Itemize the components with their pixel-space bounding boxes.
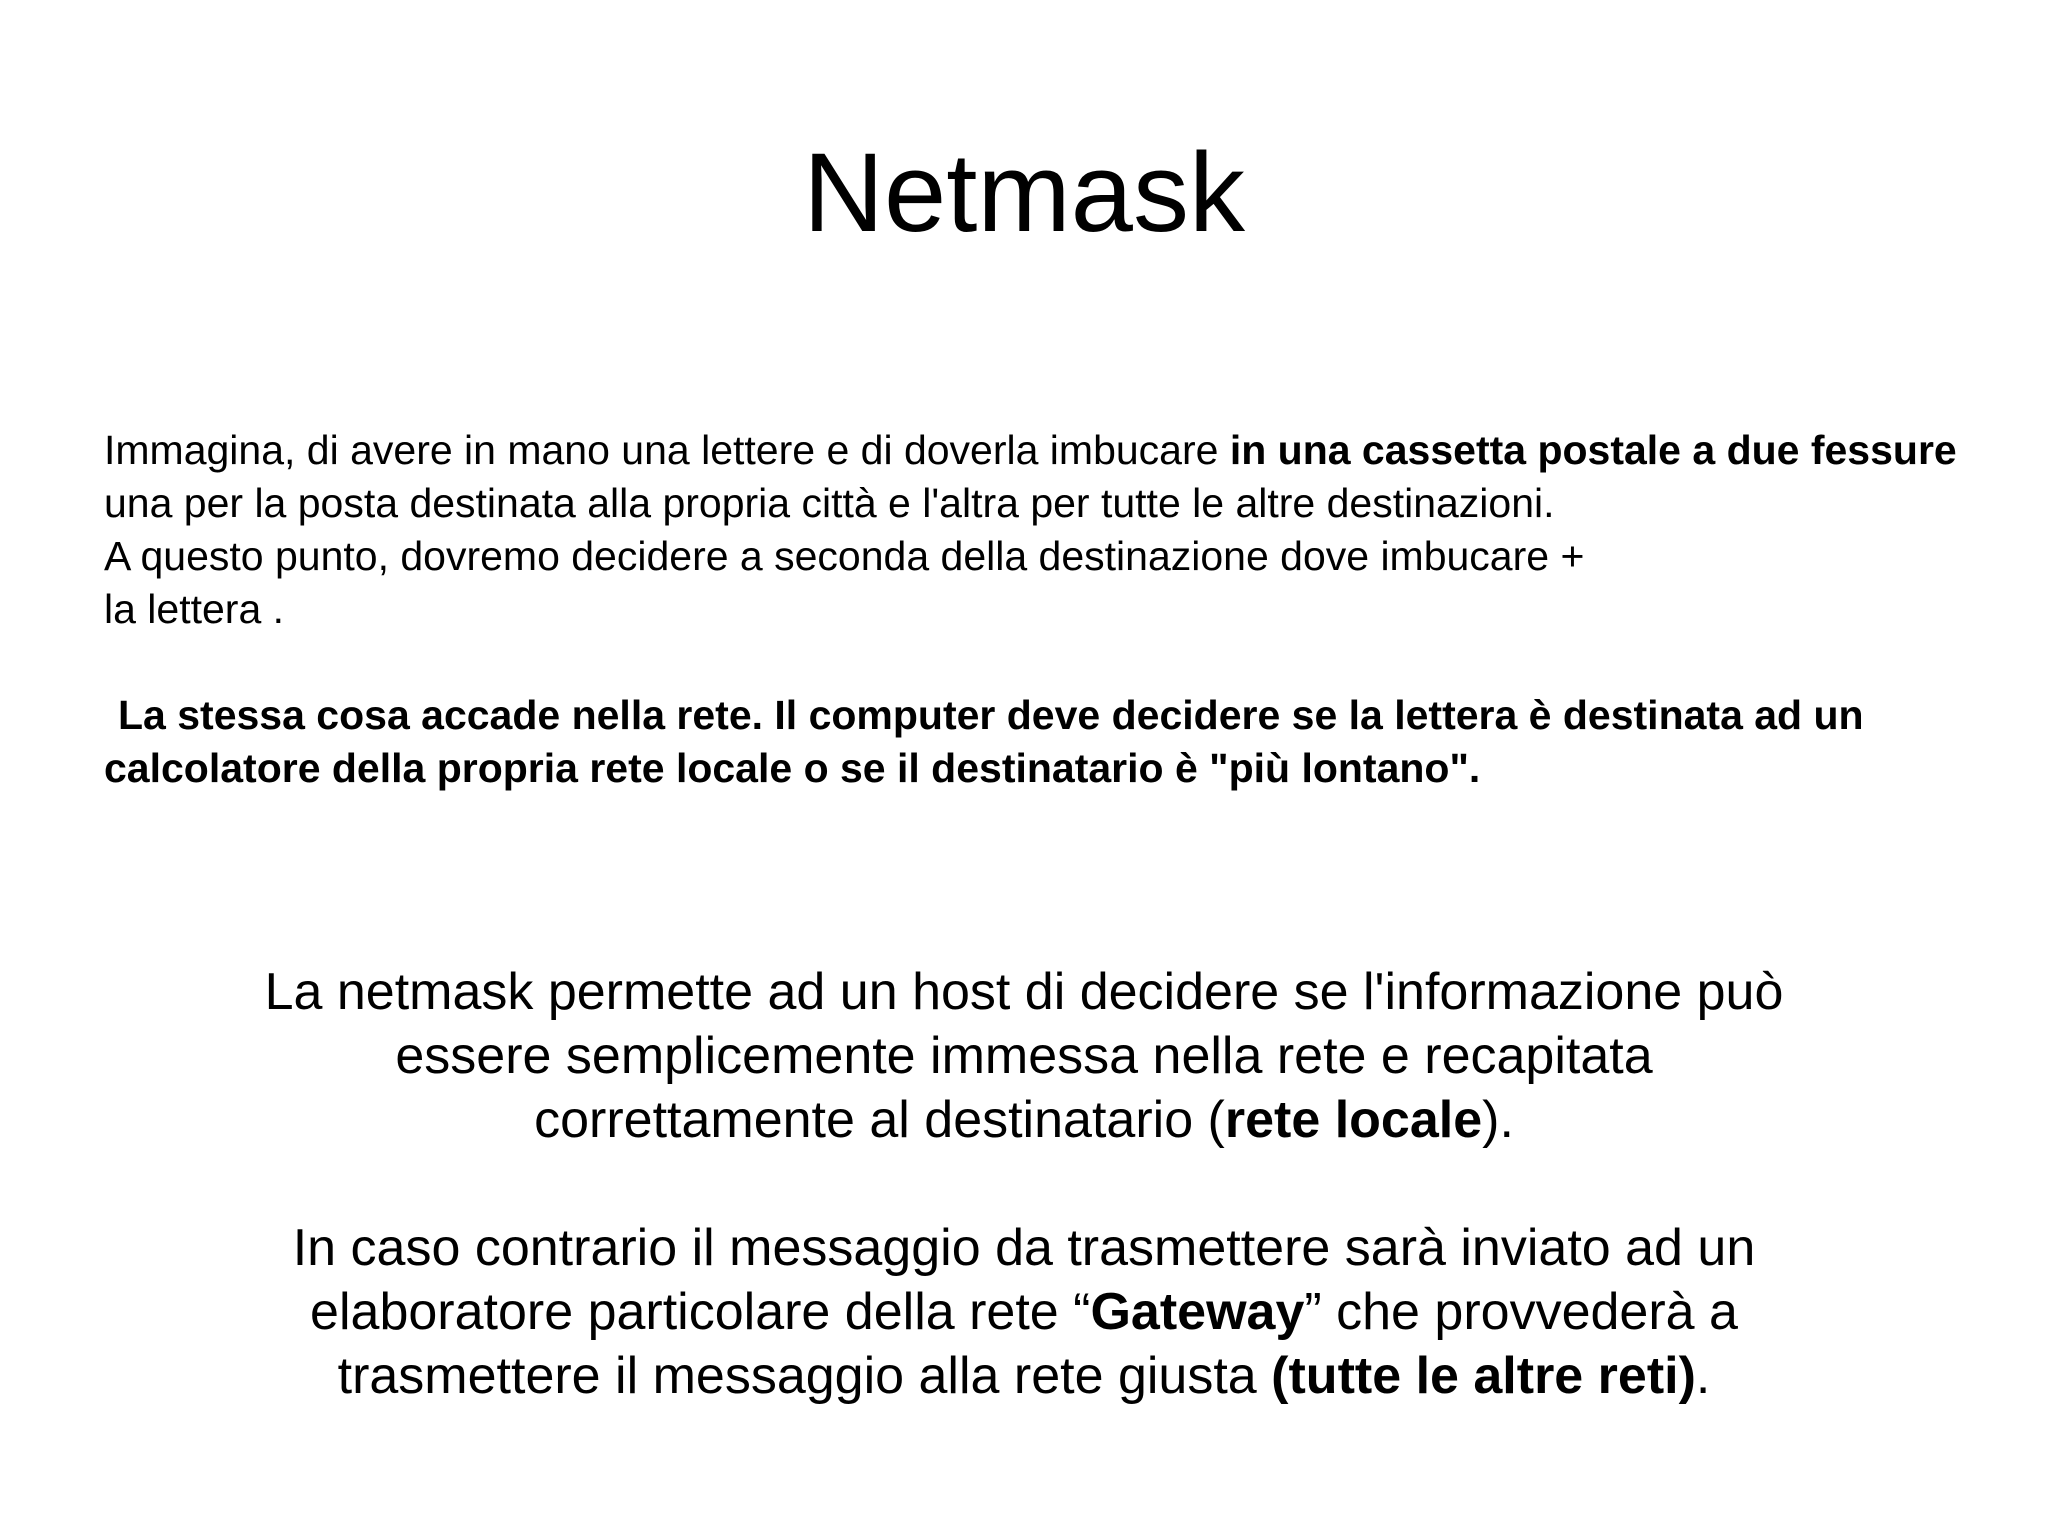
intro-text — [104, 424, 1984, 795]
intro-paragraph-1 — [104, 424, 1984, 530]
gateway-line-3 — [104, 1344, 1944, 1408]
intro-p1-text-b: una per la posta destinata alla propria città e l'altra per tutte le altre destinazioni. — [104, 480, 1555, 526]
slide-title: Netmask — [803, 130, 1245, 255]
intro-p1-text-a: Immagina, di avere in mano una lettere e di doverla imbucare — [104, 427, 1230, 473]
gateway-line-2-bold: Gateway — [1090, 1283, 1305, 1341]
blank-line — [104, 636, 1984, 689]
intro-paragraph-2-line-1: A questo punto, dovremo decidere a seconda della destinazione dove imbucare + — [104, 533, 1585, 579]
netmask-line-1: La netmask permette ad un host di decidere se l'informazione può — [264, 963, 1784, 1021]
netmask-line-3 — [104, 1088, 1944, 1152]
gateway-line-3-text-b: . — [1695, 1347, 1711, 1405]
gateway-line-2-text-b: ” che provvederà a — [1304, 1283, 1738, 1341]
netmask-line-3-text-a: correttamente al destinatario ( — [534, 1091, 1225, 1149]
gateway-paragraph — [104, 1216, 1944, 1408]
intro-p3-text: La stessa cosa accade nella rete. Il computer deve decidere se la lettera è destinata ad un calcolatore della propria rete locale o se il destinatario è "più lontano". — [104, 692, 1864, 791]
gateway-line-2 — [104, 1280, 1944, 1344]
intro-paragraph-3 — [104, 689, 1984, 795]
netmask-line-2: essere semplicemente immessa nella rete e recapitata — [395, 1027, 1653, 1085]
intro-p1-bold: in una cassetta postale a due fessure — [1229, 427, 1957, 473]
intro-paragraph-2-line-2: la lettera . — [104, 586, 285, 632]
gateway-line-1: In caso contrario il messaggio da trasmettere sarà inviato ad un — [292, 1219, 1756, 1277]
gateway-line-3-bold: (tutte le altre reti) — [1271, 1347, 1696, 1405]
gateway-line-3-text-a: trasmettere il messaggio alla rete giusta — [337, 1347, 1272, 1405]
netmask-paragraph — [104, 960, 1944, 1152]
netmask-line-3-text-b: ). — [1482, 1091, 1514, 1149]
netmask-line-3-bold: rete locale — [1224, 1091, 1483, 1149]
gateway-line-2-text-a: elaboratore particolare della rete “ — [310, 1283, 1091, 1341]
